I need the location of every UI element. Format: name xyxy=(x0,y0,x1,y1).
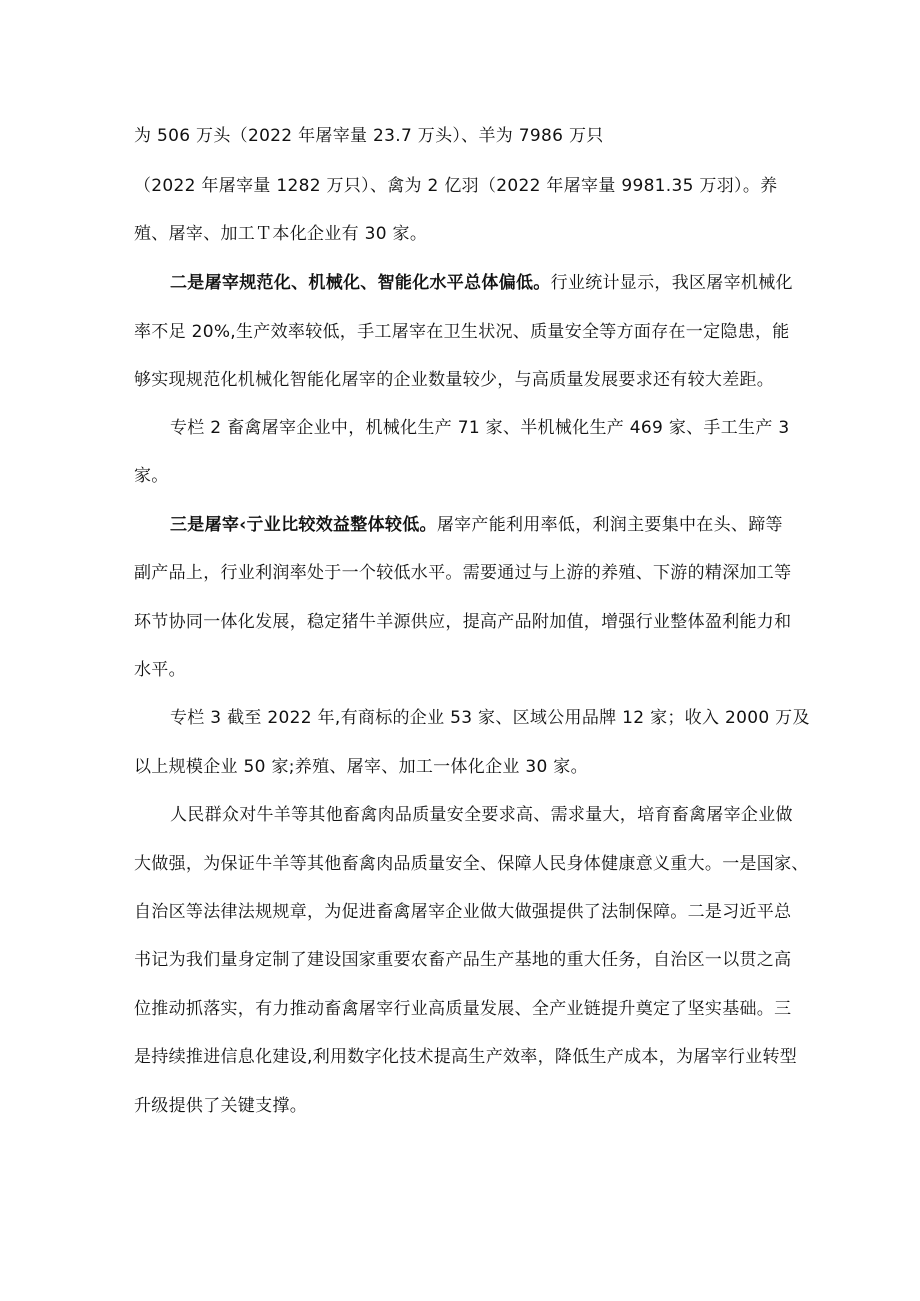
text-line: 位推动抓落实，有力推动畜禽屠宰行业高质量发展、全产业链提升奠定了坚实基础。三 xyxy=(134,999,792,1019)
text-line: 家。 xyxy=(134,466,169,486)
text-run: 行业统计显示，我区屠宰机械化 xyxy=(550,273,793,293)
paragraph-line-heading xyxy=(170,513,783,537)
paragraph-heading: 二是屠宰规范化、机械化、智能化水平总体偏低。 xyxy=(170,273,551,293)
text-line: 专栏 2 畜禽屠宰企业中，机械化生产 71 家、半机械化生产 469 家、手工生产 3 xyxy=(170,418,790,438)
text-line: （2022 年屠宰量 1282 万只）、禽为 2 亿羽（2022 年屠宰量 9981.35 万羽）。养 xyxy=(134,176,778,196)
text-line: 人民群众对牛羊等其他畜禽肉品质量安全要求高、需求量大，培育畜禽屠宰企业做 xyxy=(170,805,793,825)
text-line: 环节协同一体化发展，稳定猪牛羊源供应，提高产品附加值，增强行业整体盈利能力和 xyxy=(134,612,792,632)
text-line: 以上规模企业 50 家;养殖、屠宰、加工一体化企业 30 家。 xyxy=(134,757,588,777)
text-line: 是持续推进信息化建设,利用数字化技术提高生产效率，降低生产成本，为屠宰行业转型 xyxy=(134,1047,798,1067)
text-line: 升级提供了关键支撑。 xyxy=(134,1096,307,1116)
text-line: 水平。 xyxy=(134,660,186,680)
paragraph-heading: 三是屠宰‹亍业比较效益整体较低。 xyxy=(170,515,437,535)
text-line: 大做强，为保证牛羊等其他畜禽肉品质量安全、保障人民身体健康意义重大。一是国家、 xyxy=(134,854,809,874)
paragraph-line-heading xyxy=(170,271,793,295)
text-line: 书记为我们量身定制了建设国家重要农畜产品生产基地的重大任务，自治区一以贯之高 xyxy=(134,950,792,970)
text-line: 率不足 20%,生产效率较低，手工屠宰在卫生状况、质量安全等方面存在一定隐患，能 xyxy=(134,322,790,342)
text-line: 殖、屠宰、加工Ｔ本化企业有 30 家。 xyxy=(134,224,428,244)
text-line: 够实现规范化机械化智能化屠宰的企业数量较少，与高质量发展要求还有较大差距。 xyxy=(134,370,775,390)
text-line: 为 506 万头（2022 年屠宰量 23.7 万头）、羊为 7986 万只 xyxy=(134,126,604,146)
text-run: 屠宰产能利用率低，利润主要集中在头、蹄等 xyxy=(436,515,783,535)
text-line: 副产品上，行业利润率处于一个较低水平。需要通过与上游的养殖、下游的精深加工等 xyxy=(134,563,792,583)
text-line: 自治区等法律法规规章，为促进畜禽屠宰企业做大做强提供了法制保障。二是习近平总 xyxy=(134,902,792,922)
text-line: 专栏 3 截至 2022 年,有商标的企业 53 家、区域公用品牌 12 家；收入 2000 万及 xyxy=(170,708,810,728)
